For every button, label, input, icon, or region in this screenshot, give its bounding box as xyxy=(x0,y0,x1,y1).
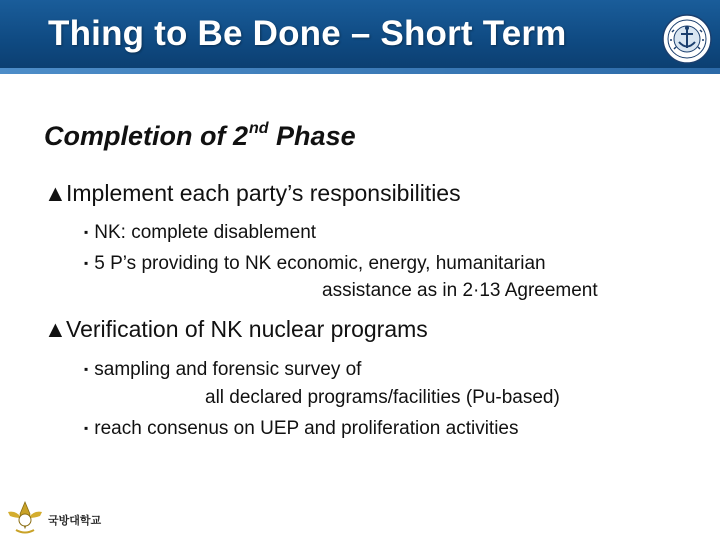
title-bar xyxy=(0,0,720,74)
heading-implement xyxy=(44,180,461,207)
heading-text: Verification of NK nuclear programs xyxy=(66,316,428,342)
bullet-text: 5 P’s providing to NK economic, energy, humanitarian xyxy=(94,253,546,274)
university-logo-text: 국방대학교 xyxy=(48,515,102,527)
subtitle-superscript: nd xyxy=(249,120,269,137)
bullet-continuation: assistance as in 2·13 Agreement xyxy=(322,280,598,301)
title-bar-stripe xyxy=(0,68,720,74)
university-logo-icon xyxy=(6,498,44,536)
square-bullet-icon: ▪ xyxy=(84,256,89,270)
square-bullet-icon: ▪ xyxy=(84,421,89,435)
subtitle-suffix: Phase xyxy=(268,121,356,151)
slide-title: Thing to Be Done – Short Term xyxy=(48,14,567,53)
subtitle-prefix: Completion of 2 xyxy=(44,121,248,151)
bullet-item xyxy=(84,418,519,440)
navy-emblem-icon xyxy=(662,14,712,64)
heading-text: Implement each party’s responsibilities xyxy=(66,180,461,206)
bullet-item xyxy=(84,253,546,275)
triangle-icon: ▲ xyxy=(44,316,67,342)
square-bullet-icon: ▪ xyxy=(84,225,89,239)
bullet-continuation: all declared programs/facilities (Pu-based) xyxy=(205,387,560,408)
bullet-item xyxy=(84,359,361,381)
bullet-item xyxy=(84,222,316,244)
bullet-text: reach consenus on UEP and proliferation activities xyxy=(94,418,519,439)
square-bullet-icon: ▪ xyxy=(84,362,89,376)
heading-verification xyxy=(44,316,428,343)
section-subtitle xyxy=(44,120,356,152)
bullet-text: NK: complete disablement xyxy=(94,222,317,243)
bullet-text: sampling and forensic survey of xyxy=(94,359,362,380)
triangle-icon: ▲ xyxy=(44,180,67,206)
